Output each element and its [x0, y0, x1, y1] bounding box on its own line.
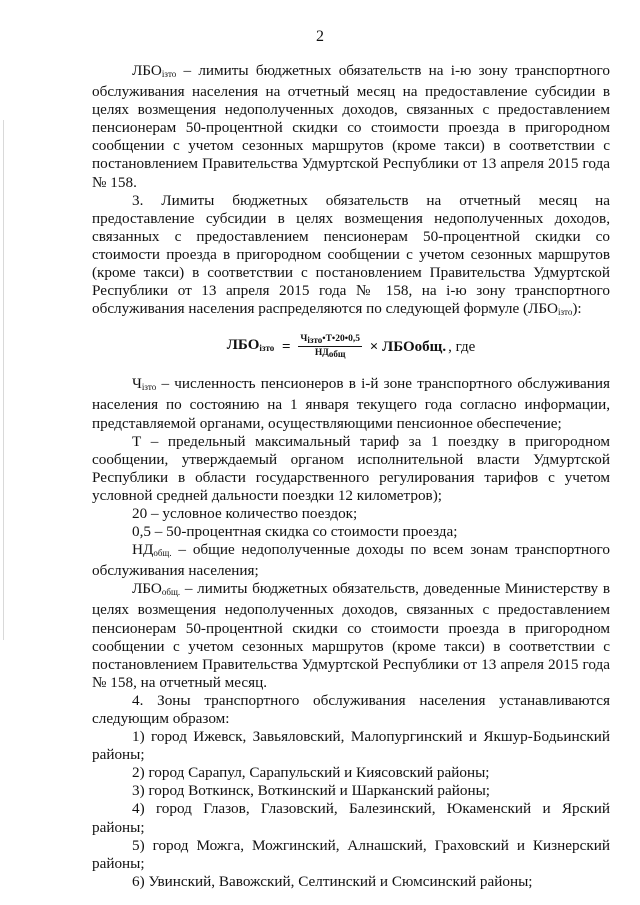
definition-lbo-term: ЛБО — [132, 580, 162, 598]
definition-lbo-subscript: общ. — [161, 587, 181, 598]
paragraph-4: 4. Зоны транспортного обслуживания населения устанавливаются следующим образом: — [92, 691, 610, 727]
formula-tail: , где — [448, 338, 476, 355]
formula-den-subscript: общ — [328, 349, 346, 360]
lbo-izto-term: ЛБО — [132, 62, 162, 79]
zone-item: 6) Увинский, Вавожский, Селтинский и Сюмсинский районы; — [132, 872, 533, 890]
paragraph-lbo-izto-definition — [92, 62, 610, 192]
formula-num-term: Ч — [300, 334, 308, 345]
definition-ch — [92, 375, 610, 432]
formula-lhs-subscript: iзто — [259, 343, 275, 354]
formula-rhs: × ЛБОобщ. — [369, 338, 447, 355]
formula-lhs-term: ЛБО — [226, 337, 260, 354]
formula-den-term: НД — [314, 348, 329, 359]
zone-item: 3) город Воткинск, Воткинский и Шарканский районы; — [132, 782, 491, 800]
lbo-izto-subscript: iзто — [161, 69, 177, 79]
definition-nd-subscript: общ. — [153, 548, 172, 559]
formula-num-rest: •Т•20•0,5 — [322, 334, 360, 345]
definition-ch-subscript: iзто — [141, 382, 157, 393]
zone-item: 5) город Можга, Можгинский, Алнашский, Граховский и Кизнерский районы; — [92, 836, 610, 872]
definition-20: 20 – условное количество поездок; — [132, 504, 358, 522]
paragraph-3-text: 3. Лимиты бюджетных обязательств на отчетный месяц на предоставление субсидии в целях возмещения недополученных доходов, связанных с предоставлением пенсионерам 50-процентной скидки со стоимости проезда в пригородном сообщении с учетом сезонных маршрутов (кроме такси) в соответствии с постановлением Правительства Удмуртской Республики от 13 апреля 2015 года № 158, на i-ю зону транспортного обслуживания населения распределяются по следующей формуле (ЛБО — [92, 191, 610, 318]
definition-ch-term: Ч — [132, 375, 142, 393]
formula — [92, 333, 610, 363]
definition-05: 0,5 – 50-процентная скидка со стоимости проезда; — [132, 523, 458, 541]
definition-nd-text: – общие недополученные доходы по всем зонам транспортного обслуживания населения; — [92, 541, 610, 580]
formula-fraction — [298, 333, 362, 360]
formula-lhs — [227, 336, 275, 357]
page-number: 2 — [316, 28, 324, 45]
formula-numerator — [298, 333, 362, 347]
formula-num-subscript: iзто — [307, 335, 323, 346]
definition-lbo-obsh — [92, 580, 610, 692]
formula-equals: = — [282, 338, 291, 355]
paragraph-3 — [92, 192, 610, 322]
zone-item: 1) город Ижевск, Завьяловский, Малопургинский и Якшур-Бодьинский районы; — [92, 728, 610, 764]
definition-t: Т – предельный максимальный тариф за 1 поездку в пригородном сообщении, утверждаемый органом исполнительной власти Удмуртской Республики в области государственного регулирования тарифов с учетом условной средней дальности поездки 12 километров); — [92, 432, 610, 504]
definition-nd — [92, 541, 610, 580]
paragraph-3-subscript: iзто — [557, 307, 573, 318]
zone-item: 4) город Глазов, Глазовский, Балезинский, Юкаменский и Ярский районы; — [92, 800, 610, 836]
scan-edge-line — [3, 120, 4, 640]
definition-lbo-text: – лимиты бюджетных обязательств, доведенные Министерству в целях возмещения недополученных доходов, связанных с предоставлением пенсионерам 50-процентной скидки со стоимости проезда в пригородном сообщении с учетом сезонных маршрутов (кроме такси) в соответствии с постановлением Правительства Удмуртской Республики от 13 апреля 2015 года № 158, на отчетный месяц. — [92, 580, 610, 691]
zone-item: 2) город Сарапул, Сарапульский и Киясовский районы; — [132, 764, 490, 782]
document-body — [92, 62, 610, 891]
definition-nd-term: НД — [132, 541, 154, 559]
paragraph-3-end: ): — [572, 300, 582, 318]
lbo-izto-text: – лимиты бюджетных обязательств на i-ю зону транспортного обслуживания населения на отчетный месяц на предоставление субсидии в целях возмещения недополученных доходов, связанных с предоставлением пенсионерам 50-процентной скидки со стоимости проезда в пригородном сообщении с учетом сезонных маршрутов (кроме такси) в соответствии с постановлением Правительства Удмуртской Республики от 13 апреля 2015 года № 158. — [92, 62, 610, 191]
definition-ch-text: – численность пенсионеров в i-й зоне транспортного обслуживания населения по состоянию на 1 января текущего года согласно информации, представляемой органами, осуществляющими пенсионное обеспечение; — [92, 375, 610, 432]
formula-denominator — [298, 347, 362, 360]
